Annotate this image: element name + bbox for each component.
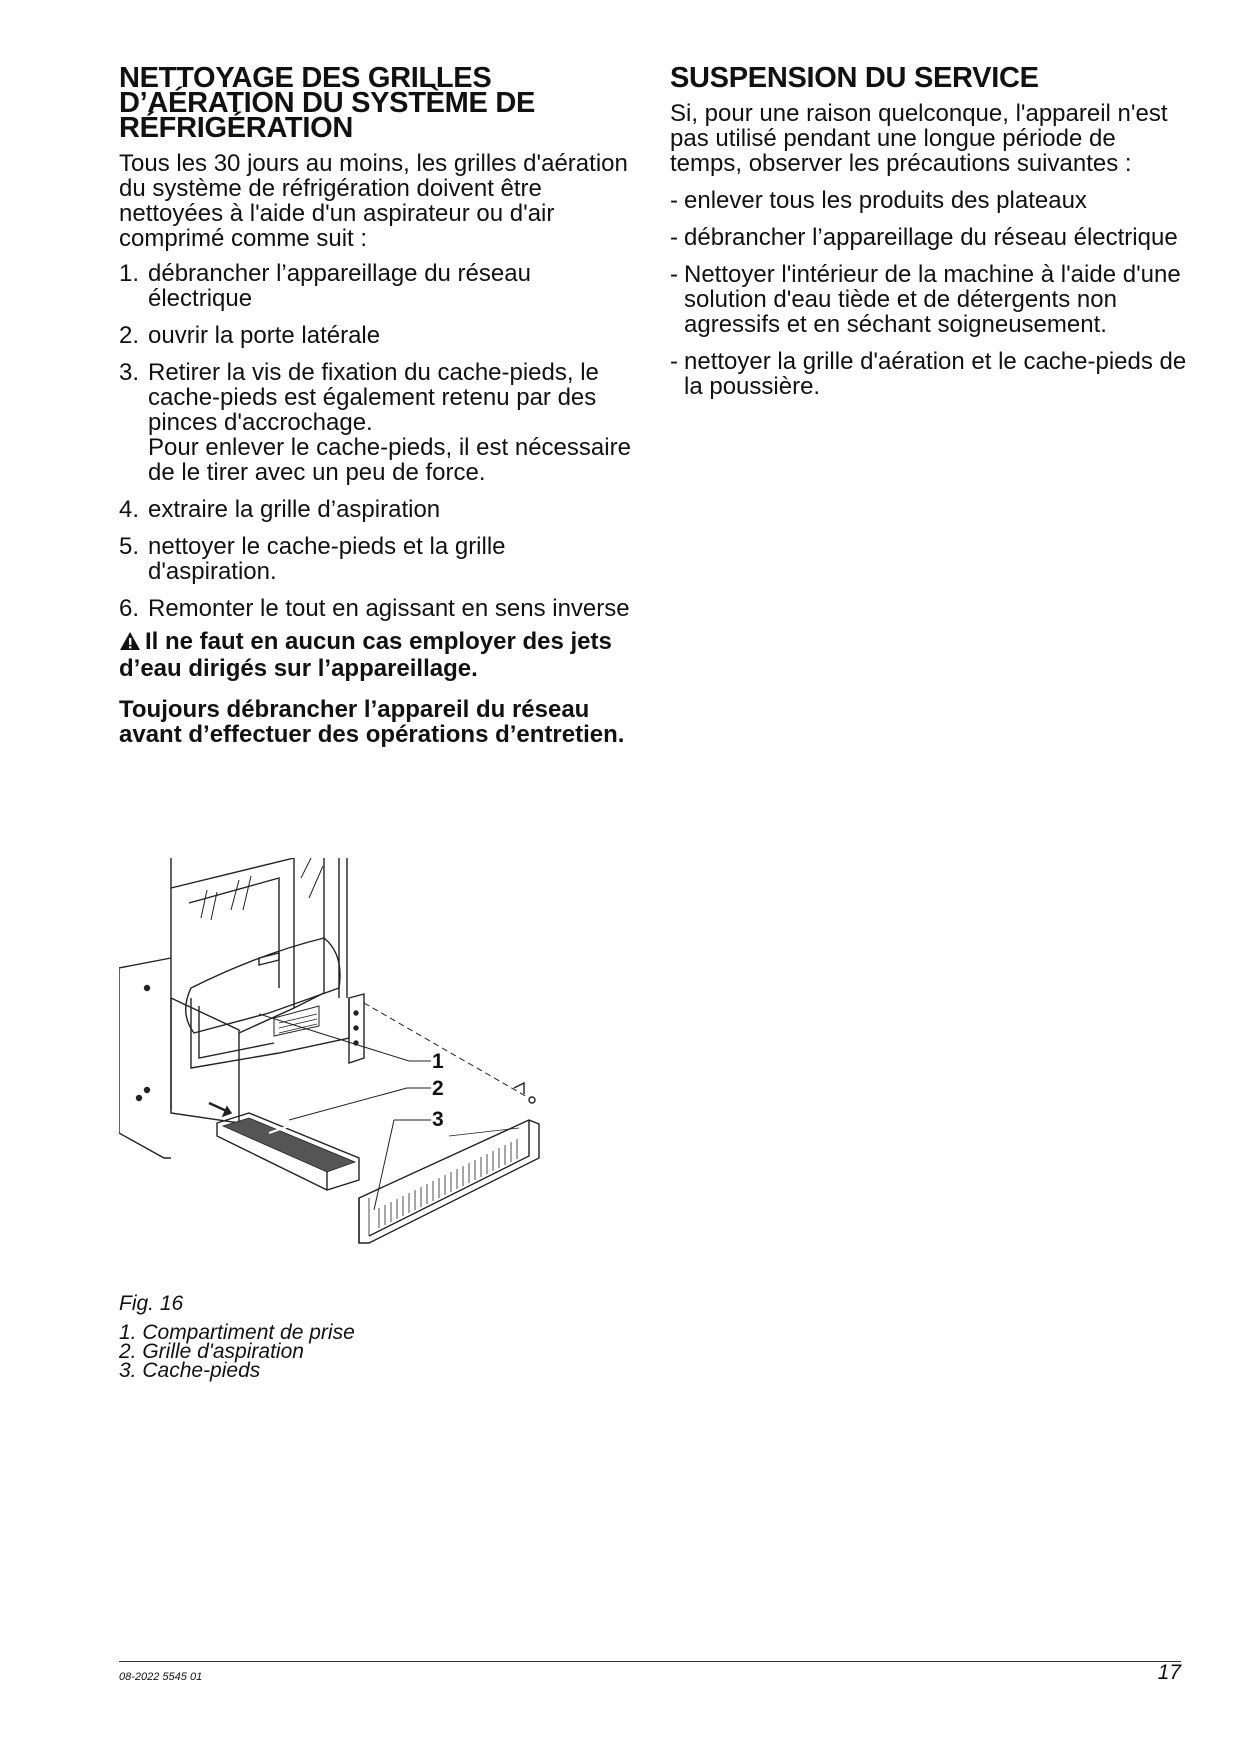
- step-text: nettoyer le cache-pieds et la grille d'aspiration.: [148, 533, 506, 585]
- step-item: [119, 534, 639, 584]
- step-text: extraire la grille d’aspiration: [148, 496, 441, 523]
- section-title-cleaning: [119, 62, 639, 144]
- step-text: débrancher l’appareillage du réseau électrique: [148, 260, 531, 312]
- legend-item: 2. Grille d'aspiration: [119, 1340, 304, 1363]
- page-number: 17: [1157, 1661, 1181, 1684]
- left-column: [119, 62, 639, 748]
- step-item: [119, 596, 639, 621]
- cleaning-intro: Tous les 30 jours au moins, les grilles d'aération du système de réfrigération doivent être nettoyées à l'aide d'un aspirateur ou d'air comprimé comme suit :: [119, 150, 628, 252]
- document-code: 08-2022 5545 01: [119, 1671, 203, 1683]
- suspension-intro: Si, pour une raison quelconque, l'appareil n'est pas utilisé pendant une longue période de temps, observer les précautions suivantes :: [670, 100, 1168, 177]
- list-item-text: nettoyer la grille d'aération et le cache-pieds de la poussière.: [684, 348, 1187, 400]
- legend-item: 3. Cache-pieds: [119, 1359, 261, 1382]
- title-line: RÉFRIGÉRATION: [119, 112, 354, 144]
- step-text: Retirer la vis de fixation du cache-pieds, le cache-pieds est également retenu par des pinces d'accrochage.: [148, 359, 599, 436]
- callout-1: 1: [432, 1050, 444, 1073]
- title-line: NETTOYAGE DES GRILLES: [119, 62, 492, 94]
- figure-caption: Fig. 16: [119, 1292, 184, 1315]
- step-item: [119, 261, 639, 311]
- list-item-text: Nettoyer l'intérieur de la machine à l'aide d'une solution d'eau tiède et de détergents non agressifs et en séchant soigneusement.: [684, 261, 1181, 338]
- list-item: - enlever tous les produits des plateaux: [670, 187, 1087, 214]
- figure-legend: [119, 1323, 355, 1380]
- step-number: 6.: [119, 595, 140, 622]
- step-text-continued: Pour enlever le cache-pieds, il est nécessaire de le tirer avec un peu de force.: [148, 434, 631, 486]
- list-item: - nettoyer la grille d'aération et le cache-pieds de la poussière.: [670, 348, 1187, 400]
- step-number: 1.: [119, 260, 140, 287]
- step-number: 3.: [119, 359, 140, 386]
- step-item: [119, 360, 639, 485]
- figure-16-illustration: [119, 858, 599, 1288]
- step-text: ouvrir la porte latérale: [148, 322, 381, 349]
- step-item: [119, 497, 639, 522]
- step-number: 5.: [119, 533, 140, 560]
- suspension-list: [670, 188, 1190, 399]
- list-item: - débrancher l’appareillage du réseau électrique: [670, 224, 1178, 251]
- list-item-text: débrancher l’appareillage du réseau électrique: [684, 224, 1178, 251]
- callout-2: 2: [432, 1077, 444, 1100]
- disconnect-note: Toujours débrancher l’appareil du réseau avant d’effectuer des opérations d’entretien.: [119, 696, 625, 748]
- section-title-suspension: SUSPENSION DU SERVICE: [670, 62, 1039, 94]
- warning-text: Il ne faut en aucun cas employer des jets d’eau dirigés sur l’appareillage.: [119, 628, 612, 682]
- list-item: - Nettoyer l'intérieur de la machine à l'aide d'une solution d'eau tiède et de détergents non agressifs et en séchant soigneusement.: [670, 261, 1181, 338]
- step-item: [119, 323, 639, 348]
- list-item-text: enlever tous les produits des plateaux: [684, 187, 1087, 214]
- warning-icon: [119, 631, 141, 656]
- footer-divider: [119, 1661, 1181, 1662]
- step-text: Remonter le tout en agissant en sens inverse: [148, 595, 630, 622]
- legend-item: 1. Compartiment de prise: [119, 1321, 355, 1344]
- callout-3: 3: [432, 1108, 444, 1131]
- step-number: 2.: [119, 322, 140, 349]
- title-line: D’AÉRATION DU SYSTÈME DE: [119, 87, 536, 119]
- cleaning-steps: [119, 261, 639, 621]
- step-number: 4.: [119, 496, 140, 523]
- warning-note: [119, 629, 639, 681]
- right-column: [670, 62, 1190, 411]
